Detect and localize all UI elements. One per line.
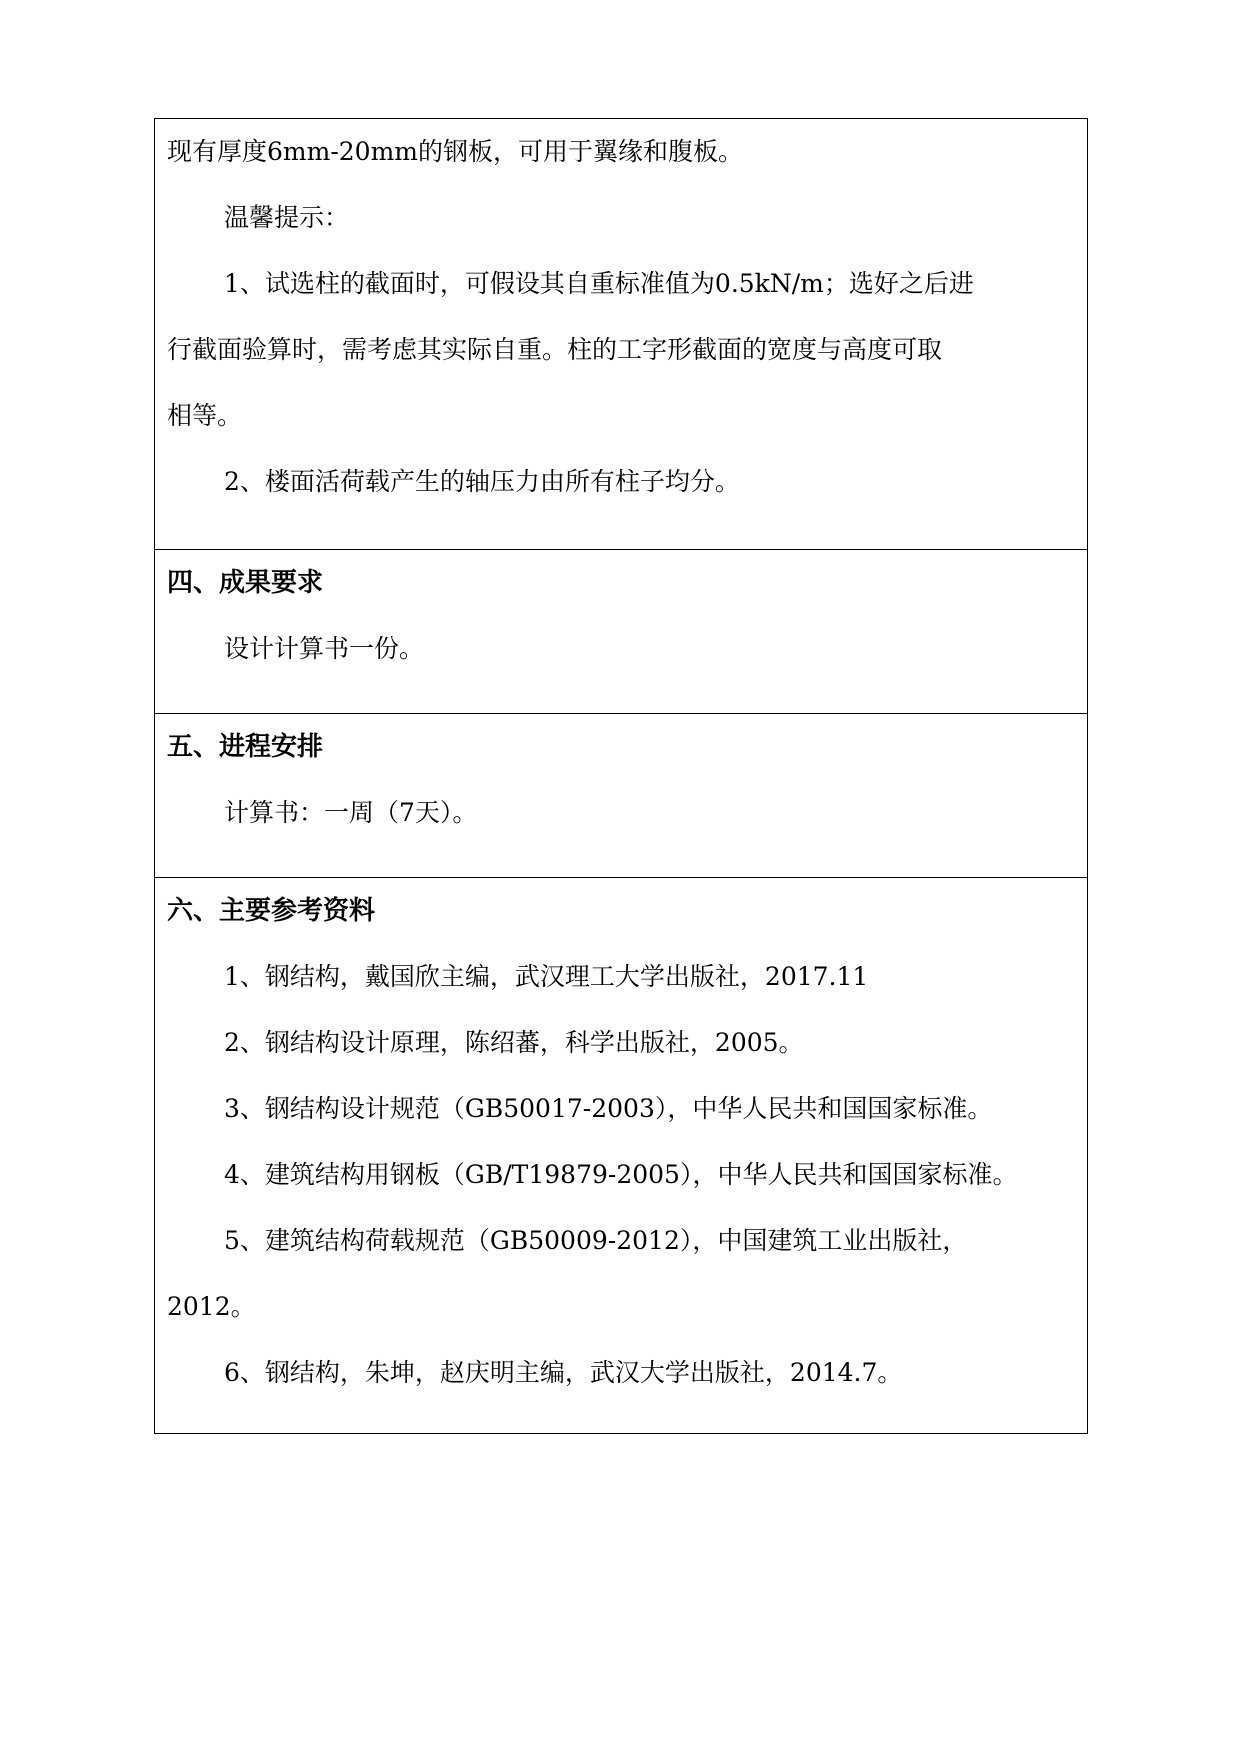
reference-item: 5、建筑结构荷载规范（GB50009-2012），中国建筑工业出版社，: [224, 1226, 968, 1255]
tip-2: 2、楼面活荷载产生的轴压力由所有柱子均分。: [224, 467, 740, 496]
document-table: [154, 118, 1088, 1434]
reference-item: 6、钢结构，朱坤，赵庆明主编，武汉大学出版社，2014.7。: [224, 1358, 903, 1387]
schedule-body: 计算书：一周（7天）。: [224, 798, 478, 827]
section-references: [155, 877, 1087, 1433]
reference-item: 3、钢结构设计规范（GB50017-2003），中华人民共和国国家标准。: [224, 1094, 993, 1123]
tip-1-line-2: 行截面验算时，需考虑其实际自重。柱的工字形截面的宽度与高度可取: [167, 335, 943, 364]
section-results-requirements: [155, 549, 1087, 713]
results-heading: 四、成果要求: [167, 568, 324, 598]
materials-note: 现有厚度6mm-20mm的钢板，可用于翼缘和腹板。: [167, 137, 743, 166]
reference-item: 1、钢结构，戴国欣主编，武汉理工大学出版社，2017.11: [224, 962, 869, 991]
tip-1-line-3: 相等。: [167, 401, 243, 430]
references-heading: 六、主要参考资料: [167, 896, 376, 926]
reference-item-continuation: 2012。: [167, 1292, 256, 1321]
tip-1-line-1: 1、试选柱的截面时，可假设其自重标准值为0.5kN/m；选好之后进: [224, 269, 974, 298]
reference-item: 2、钢结构设计原理，陈绍蕃，科学出版社，2005。: [224, 1028, 804, 1057]
section-materials-and-tips: [155, 119, 1087, 549]
tips-title: 温馨提示：: [224, 203, 350, 232]
reference-item: 4、建筑结构用钢板（GB/T19879-2005），中华人民共和国国家标准。: [224, 1160, 1018, 1189]
section-schedule: [155, 713, 1087, 877]
results-body: 设计计算书一份。: [224, 634, 425, 663]
schedule-heading: 五、进程安排: [167, 732, 324, 762]
